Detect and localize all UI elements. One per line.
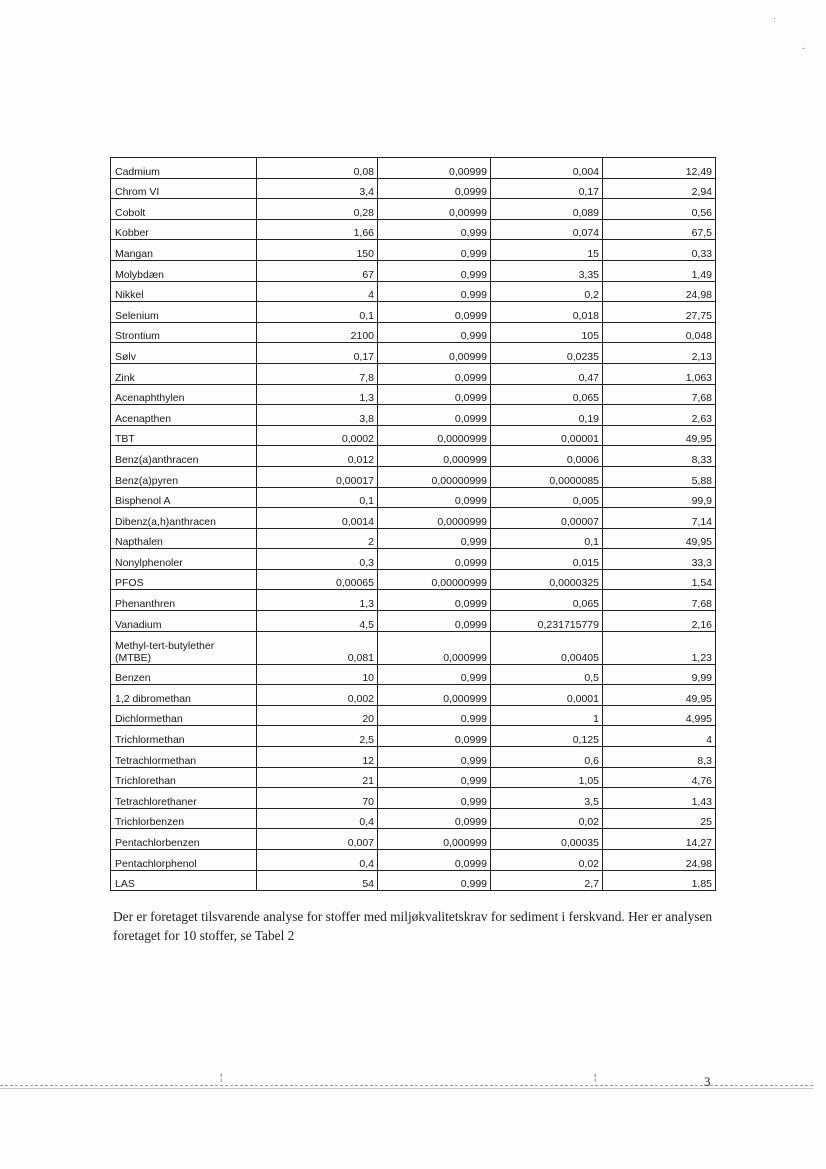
value-cell: 0,1 [491,528,603,549]
value-cell: 21 [257,767,378,788]
value-cell: 3,35 [491,260,603,281]
value-cell: 0,231715779 [491,611,603,632]
substance-name-cell: Sølv [111,343,257,364]
value-cell: 0,999 [378,664,491,685]
value-cell: 8,33 [603,446,716,467]
value-cell: 0,1 [257,302,378,323]
value-cell: 1,3 [257,384,378,405]
value-cell: 24,98 [603,850,716,871]
substance-name-cell: Bisphenol A [111,487,257,508]
substance-name-cell: Nikkel [111,281,257,302]
substance-name-cell: TBT [111,425,257,446]
value-cell: 1,063 [603,363,716,384]
value-cell: 0,999 [378,788,491,809]
value-cell: 4 [257,281,378,302]
substance-table [110,157,716,891]
value-cell: 0,0999 [378,302,491,323]
table-row [111,240,716,261]
value-cell: 0,0999 [378,611,491,632]
value-cell: 0,5 [491,664,603,685]
value-cell: 33,3 [603,549,716,570]
value-cell: 1,05 [491,767,603,788]
substance-name-cell: Zink [111,363,257,384]
value-cell: 8,3 [603,747,716,768]
value-cell: 0,074 [491,219,603,240]
table-row [111,747,716,768]
value-cell: 0,0999 [378,549,491,570]
table-row [111,260,716,281]
value-cell: 0,00405 [491,631,603,664]
table-row [111,611,716,632]
substance-name-cell: Acenaphthylen [111,384,257,405]
substance-name-cell: Kobber [111,219,257,240]
value-cell: 27,75 [603,302,716,323]
value-cell: 67 [257,260,378,281]
table-row [111,158,716,179]
substance-name-cell: Tetrachlorethaner [111,788,257,809]
value-cell: 0,004 [491,158,603,179]
value-cell: 0,00001 [491,425,603,446]
value-cell: 0,0999 [378,487,491,508]
value-cell: 105 [491,322,603,343]
table-row [111,322,716,343]
table-row [111,870,716,891]
substance-name-cell: Cadmium [111,158,257,179]
table-row [111,664,716,685]
substance-name-cell: Trichlorethan [111,767,257,788]
value-cell: 10 [257,664,378,685]
value-cell: 0,28 [257,199,378,220]
value-cell: 24,98 [603,281,716,302]
value-cell: 0,0001 [491,685,603,706]
value-cell: 0,999 [378,747,491,768]
table-row [111,808,716,829]
value-cell: 0,00000999 [378,569,491,590]
value-cell: 7,8 [257,363,378,384]
value-cell: 0,005 [491,487,603,508]
value-cell: 12,49 [603,158,716,179]
value-cell: 0,999 [378,260,491,281]
value-cell: 1,66 [257,219,378,240]
value-cell: 4,5 [257,611,378,632]
value-cell: 0,0000999 [378,508,491,529]
value-cell: 0,3 [257,549,378,570]
substance-name-cell: Dichlormethan [111,705,257,726]
value-cell: 0,065 [491,384,603,405]
value-cell: 0,018 [491,302,603,323]
value-cell: 0,0000999 [378,425,491,446]
substance-name-cell: Acenapthen [111,405,257,426]
value-cell: 0,0014 [257,508,378,529]
value-cell: 0,00065 [257,569,378,590]
table-row [111,685,716,706]
value-cell: 0,999 [378,528,491,549]
value-cell: 70 [257,788,378,809]
value-cell: 7,14 [603,508,716,529]
value-cell: 0,00017 [257,466,378,487]
value-cell: 0,081 [257,631,378,664]
value-cell: 1,49 [603,260,716,281]
value-cell: 20 [257,705,378,726]
value-cell: 0,000999 [378,685,491,706]
table-row [111,726,716,747]
value-cell: 0,00035 [491,829,603,850]
footer-rule [0,1085,813,1086]
substance-name-cell: Selenium [111,302,257,323]
value-cell: 5,88 [603,466,716,487]
value-cell: 150 [257,240,378,261]
value-cell: 0,0999 [378,590,491,611]
value-cell: 0,17 [491,178,603,199]
table-row [111,508,716,529]
value-cell: 0,0002 [257,425,378,446]
value-cell: 0,0999 [378,178,491,199]
value-cell: 2,7 [491,870,603,891]
value-cell: 4 [603,726,716,747]
value-cell: 0,065 [491,590,603,611]
value-cell: 0,6 [491,747,603,768]
value-cell: 54 [257,870,378,891]
value-cell: 49,95 [603,425,716,446]
value-cell: 0,08 [257,158,378,179]
value-cell: 0,00999 [378,199,491,220]
value-cell: 49,95 [603,685,716,706]
substance-name-cell: Napthalen [111,528,257,549]
table-row [111,487,716,508]
value-cell: 0,1 [257,487,378,508]
value-cell: 1 [491,705,603,726]
table-row [111,549,716,570]
value-cell: 0,999 [378,322,491,343]
table-row [111,384,716,405]
value-cell: 25 [603,808,716,829]
value-cell: 2,16 [603,611,716,632]
table-row [111,199,716,220]
value-cell: 0,0999 [378,808,491,829]
value-cell: 0,00999 [378,343,491,364]
value-cell: 2,63 [603,405,716,426]
value-cell: 0,0235 [491,343,603,364]
value-cell: 0,048 [603,322,716,343]
table-row [111,850,716,871]
substance-name-cell: Pentachlorbenzen [111,829,257,850]
table-row [111,178,716,199]
table-row [111,446,716,467]
table-row [111,631,716,664]
substance-name-cell: Benz(a)pyren [111,466,257,487]
table-row [111,281,716,302]
body-paragraph: Der er foretaget tilsvarende analyse for stoffer med miljøkvalitetskrav for sediment i ferskvand. Her er analysen foretaget for 10 stoffer, se Tabel 2 [113,909,713,943]
value-cell: 0,089 [491,199,603,220]
value-cell: 1,43 [603,788,716,809]
substance-name-cell: Trichlorbenzen [111,808,257,829]
substance-name-cell: Trichlormethan [111,726,257,747]
substance-name-cell: Tetrachlormethan [111,747,257,768]
substance-name-cell: Methyl-tert-butylether (MTBE) [111,631,257,664]
value-cell: 0,4 [257,850,378,871]
value-cell: 0,999 [378,767,491,788]
substance-name-cell: 1,2 dibromethan [111,685,257,706]
table-row [111,569,716,590]
table-row [111,302,716,323]
value-cell: 0,0000085 [491,466,603,487]
table-row [111,219,716,240]
value-cell: 0,56 [603,199,716,220]
value-cell: 9,99 [603,664,716,685]
value-cell: 0,999 [378,870,491,891]
table-row [111,767,716,788]
value-cell: 3,8 [257,405,378,426]
value-cell: 0,0999 [378,850,491,871]
value-cell: 0,125 [491,726,603,747]
value-cell: 2 [257,528,378,549]
value-cell: 1,23 [603,631,716,664]
value-cell: 99,9 [603,487,716,508]
value-cell: 4,995 [603,705,716,726]
table-row [111,466,716,487]
value-cell: 0,0999 [378,384,491,405]
value-cell: 4,76 [603,767,716,788]
value-cell: 0,999 [378,705,491,726]
value-cell: 0,002 [257,685,378,706]
value-cell: 0,2 [491,281,603,302]
substance-name-cell: PFOS [111,569,257,590]
value-cell: 7,68 [603,384,716,405]
substance-table-body [111,158,716,891]
substance-name-cell: Phenanthren [111,590,257,611]
substance-name-cell: Pentachlorphenol [111,850,257,871]
table-row [111,590,716,611]
value-cell: 0,0999 [378,363,491,384]
footer-tick: ¦ [220,1072,223,1082]
substance-name-cell: Chrom VI [111,178,257,199]
substance-name-cell: Benzen [111,664,257,685]
substance-name-cell: Vanadium [111,611,257,632]
scan-mark: · [773,13,776,23]
value-cell: 2,94 [603,178,716,199]
value-cell: 0,007 [257,829,378,850]
value-cell: 0,0000325 [491,569,603,590]
value-cell: 49,95 [603,528,716,549]
table-row [111,788,716,809]
value-cell: 0,000999 [378,631,491,664]
value-cell: 0,02 [491,850,603,871]
value-cell: 7,68 [603,590,716,611]
value-cell: 0,000999 [378,829,491,850]
table-row [111,528,716,549]
value-cell: 67,5 [603,219,716,240]
substance-name-cell: Dibenz(a,h)anthracen [111,508,257,529]
page-number: 3 [704,1074,711,1089]
value-cell: 0,00000999 [378,466,491,487]
table-row [111,363,716,384]
value-cell: 1,3 [257,590,378,611]
substance-name-cell: Molybdæn [111,260,257,281]
value-cell: 0,999 [378,219,491,240]
table-row [111,829,716,850]
substance-name-cell: Mangan [111,240,257,261]
value-cell: 1,85 [603,870,716,891]
value-cell: 12 [257,747,378,768]
value-cell: 0,17 [257,343,378,364]
table-row [111,425,716,446]
value-cell: 0,4 [257,808,378,829]
substance-name-cell: Strontium [111,322,257,343]
value-cell: 1,54 [603,569,716,590]
value-cell: 0,015 [491,549,603,570]
footer-rule-secondary [0,1088,813,1089]
value-cell: 0,0006 [491,446,603,467]
value-cell: 3,4 [257,178,378,199]
value-cell: 0,47 [491,363,603,384]
substance-name-cell: LAS [111,870,257,891]
scan-mark: - [802,43,805,53]
value-cell: 0,02 [491,808,603,829]
value-cell: 2,5 [257,726,378,747]
value-cell: 0,999 [378,281,491,302]
value-cell: 2100 [257,322,378,343]
value-cell: 14,27 [603,829,716,850]
value-cell: 0,00007 [491,508,603,529]
substance-name-cell: Cobolt [111,199,257,220]
value-cell: 15 [491,240,603,261]
table-row [111,343,716,364]
footer-tick: ¦ [594,1072,597,1082]
value-cell: 0,33 [603,240,716,261]
value-cell: 2,13 [603,343,716,364]
substance-name-cell: Benz(a)anthracen [111,446,257,467]
table-row [111,705,716,726]
value-cell: 0,0999 [378,726,491,747]
value-cell: 0,012 [257,446,378,467]
substance-name-cell: Nonylphenoler [111,549,257,570]
value-cell: 0,0999 [378,405,491,426]
table-row [111,405,716,426]
value-cell: 0,999 [378,240,491,261]
value-cell: 0,00999 [378,158,491,179]
value-cell: 3,5 [491,788,603,809]
value-cell: 0,000999 [378,446,491,467]
value-cell: 0,19 [491,405,603,426]
